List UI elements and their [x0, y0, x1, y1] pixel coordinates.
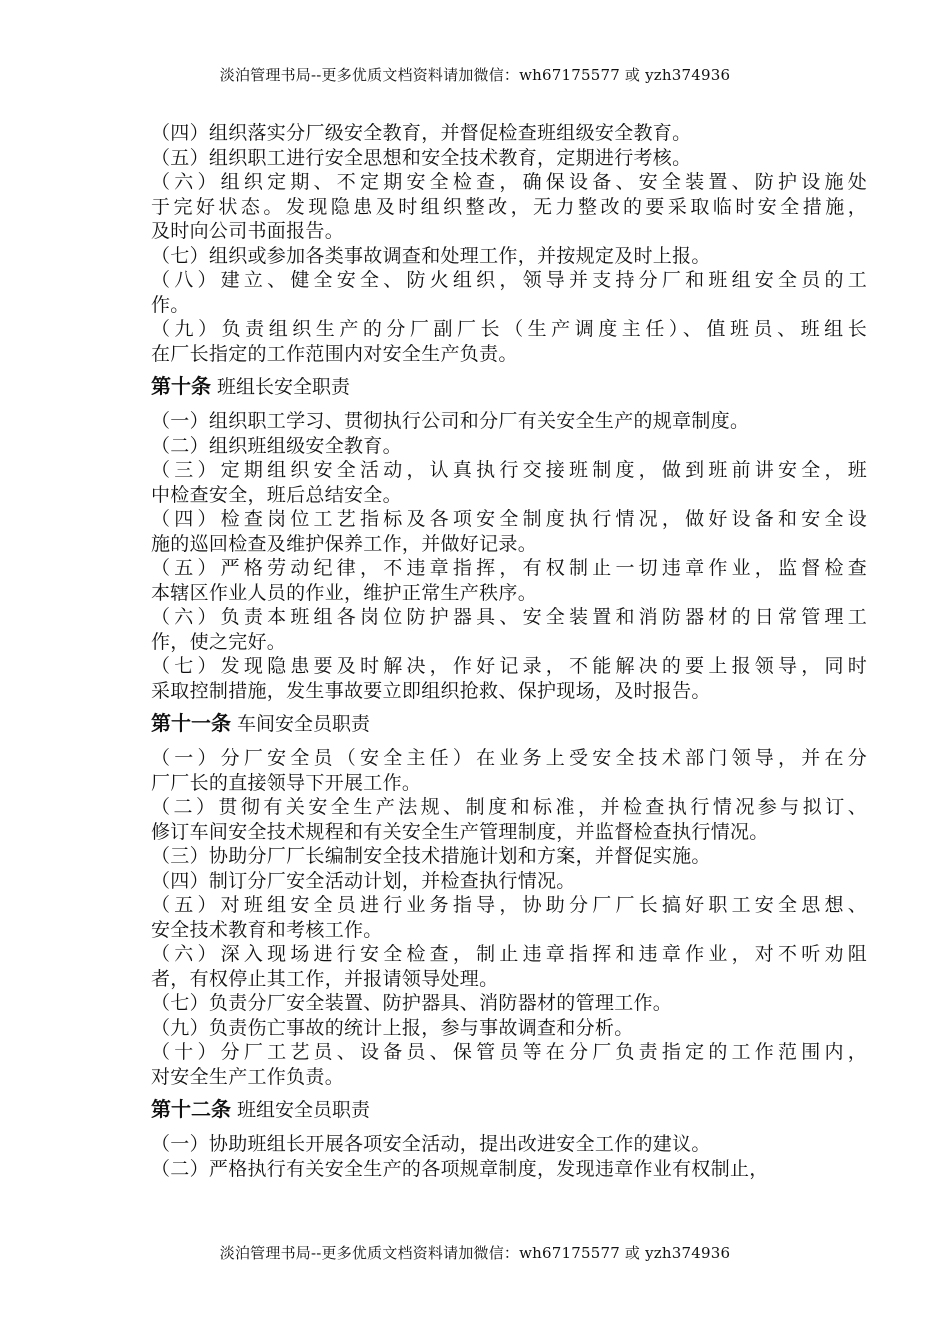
clause-item	[151, 121, 867, 146]
article-heading	[151, 1097, 867, 1122]
article-number: 第十条	[151, 374, 211, 398]
clause-item	[151, 409, 867, 434]
clause-item	[151, 146, 867, 171]
clause-line: 修订车间安全技术规程和有关安全生产管理制度，并监督检查执行情况。	[151, 820, 769, 843]
clause-line: （九）负责伤亡事故的统计上报，参与事故调查和分析。	[151, 1016, 634, 1039]
clause-item	[151, 434, 867, 459]
clause-line: 施的巡回检查及维护保养工作，并做好记录。	[151, 532, 538, 555]
clause-line: （一）分厂安全员（安全主任）在业务上受安全技术部门领导，并在分	[151, 747, 867, 769]
clause-line: （六）深入现场进行安全检查，制止违章指挥和违章作业，对不听劝阻	[151, 943, 867, 965]
clause-line: （二）组织班组级安全教育。	[151, 434, 402, 457]
clause-line: （五）严格劳动纪律，不违章指挥，有权制止一切违章作业，监督检查	[151, 557, 867, 579]
clause-line: 安全技术教育和考核工作。	[151, 918, 383, 941]
clause-item	[151, 991, 867, 1016]
clause-item	[151, 869, 867, 894]
article-number: 第十二条	[151, 1097, 231, 1121]
clause-item	[151, 170, 867, 244]
clause-item	[151, 1016, 867, 1041]
clause-line: （七）发现隐患要及时解决，作好记录，不能解决的要上报领导，同时	[151, 655, 867, 677]
clause-item	[151, 654, 867, 703]
clause-line: （九）负责组织生产的分厂副厂长（生产调度主任）、值班员、班组长	[151, 318, 867, 340]
clause-line: （七）组织或参加各类事故调查和处理工作，并按规定及时上报。	[151, 244, 711, 267]
clause-item	[151, 317, 867, 366]
clause-line: （三）定期组织安全活动，认真执行交接班制度，做到班前讲安全，班	[151, 459, 867, 481]
clause-line: （二）贯彻有关安全生产法规、制度和标准，并检查执行情况参与拟订、	[151, 796, 867, 818]
document-body	[151, 121, 867, 1181]
clause-line: 作，使之完好。	[151, 630, 287, 653]
article-title: 班组安全员职责	[231, 1099, 371, 1121]
clause-line: 对安全生产工作负责。	[151, 1065, 345, 1088]
clause-line: 作。	[151, 293, 190, 316]
clause-line: 中检查安全，班后总结安全。	[151, 483, 402, 506]
clause-item	[151, 795, 867, 844]
clause-line: 本辖区作业人员的作业，维护正常生产秩序。	[151, 581, 538, 604]
page-footer: 淡泊管理书局--更多优质文档资料请加微信：wh67175577 或 yzh374936	[219, 1244, 731, 1262]
clause-item	[151, 893, 867, 942]
article-heading	[151, 711, 867, 736]
article-title: 班组长安全职责	[211, 376, 351, 398]
clause-item	[151, 1157, 867, 1182]
clause-item	[151, 844, 867, 869]
clause-line: （四）组织落实分厂级安全教育，并督促检查班组级安全教育。	[151, 122, 692, 144]
clause-line: 厂厂长的直接领导下开展工作。	[151, 771, 422, 794]
article-heading	[151, 374, 867, 399]
clause-line: 采取控制措施，发生事故要立即组织抢救、保护现场，及时报告。	[151, 679, 711, 702]
clause-line: 及时向公司书面报告。	[151, 220, 345, 242]
clause-item	[151, 268, 867, 317]
clause-line: （五）组织职工进行安全思想和安全技术教育，定期进行考核。	[151, 146, 692, 169]
clause-line: （六）组织定期、不定期安全检查，确保设备、安全装置、防护设施处	[151, 171, 867, 193]
clause-line: （四）制订分厂安全活动计划，并检查执行情况。	[151, 869, 576, 892]
clause-line: （三）协助分厂厂长编制安全技术措施计划和方案，并督促实施。	[151, 845, 711, 867]
clause-item	[151, 458, 867, 507]
clause-item	[151, 1132, 867, 1157]
clause-item	[151, 942, 867, 991]
clause-item	[151, 1040, 867, 1089]
clause-item	[151, 244, 867, 269]
clause-line: 在厂长指定的工作范围内对安全生产负责。	[151, 342, 518, 365]
clause-line: （一）组织职工学习、贯彻执行公司和分厂有关安全生产的规章制度。	[151, 410, 750, 432]
clause-line: （六）负责本班组各岗位防护器具、安全装置和消防器材的日常管理工	[151, 606, 867, 628]
article-number: 第十一条	[151, 711, 231, 735]
clause-item	[151, 605, 867, 654]
clause-line: （十）分厂工艺员、设备员、保管员等在分厂负责指定的工作范围内，	[151, 1041, 867, 1063]
clause-line: （四）检查岗位工艺指标及各项安全制度执行情况，做好设备和安全设	[151, 508, 867, 530]
article-title: 车间安全员职责	[231, 713, 371, 735]
clause-item	[151, 556, 867, 605]
clause-line: 于完好状态。发现隐患及时组织整改，无力整改的要采取临时安全措施，	[151, 195, 867, 218]
clause-line: 者，有权停止其工作，并报请领导处理。	[151, 967, 499, 990]
clause-line: （八）建立、健全安全、防火组织，领导并支持分厂和班组安全员的工	[151, 269, 867, 291]
clause-line: （一）协助班组长开展各项安全活动，提出改进安全工作的建议。	[151, 1133, 711, 1155]
clause-line: （七）负责分厂安全装置、防护器具、消防器材的管理工作。	[151, 992, 673, 1014]
clause-item	[151, 746, 867, 795]
page-header: 淡泊管理书局--更多优质文档资料请加微信：wh67175577 或 yzh374936	[219, 66, 731, 84]
clause-item	[151, 507, 867, 556]
clause-line: （二）严格执行有关安全生产的各项规章制度，发现违章作业有权制止，	[151, 1157, 769, 1180]
clause-line: （五）对班组安全员进行业务指导，协助分厂厂长搞好职工安全思想、	[151, 894, 867, 916]
